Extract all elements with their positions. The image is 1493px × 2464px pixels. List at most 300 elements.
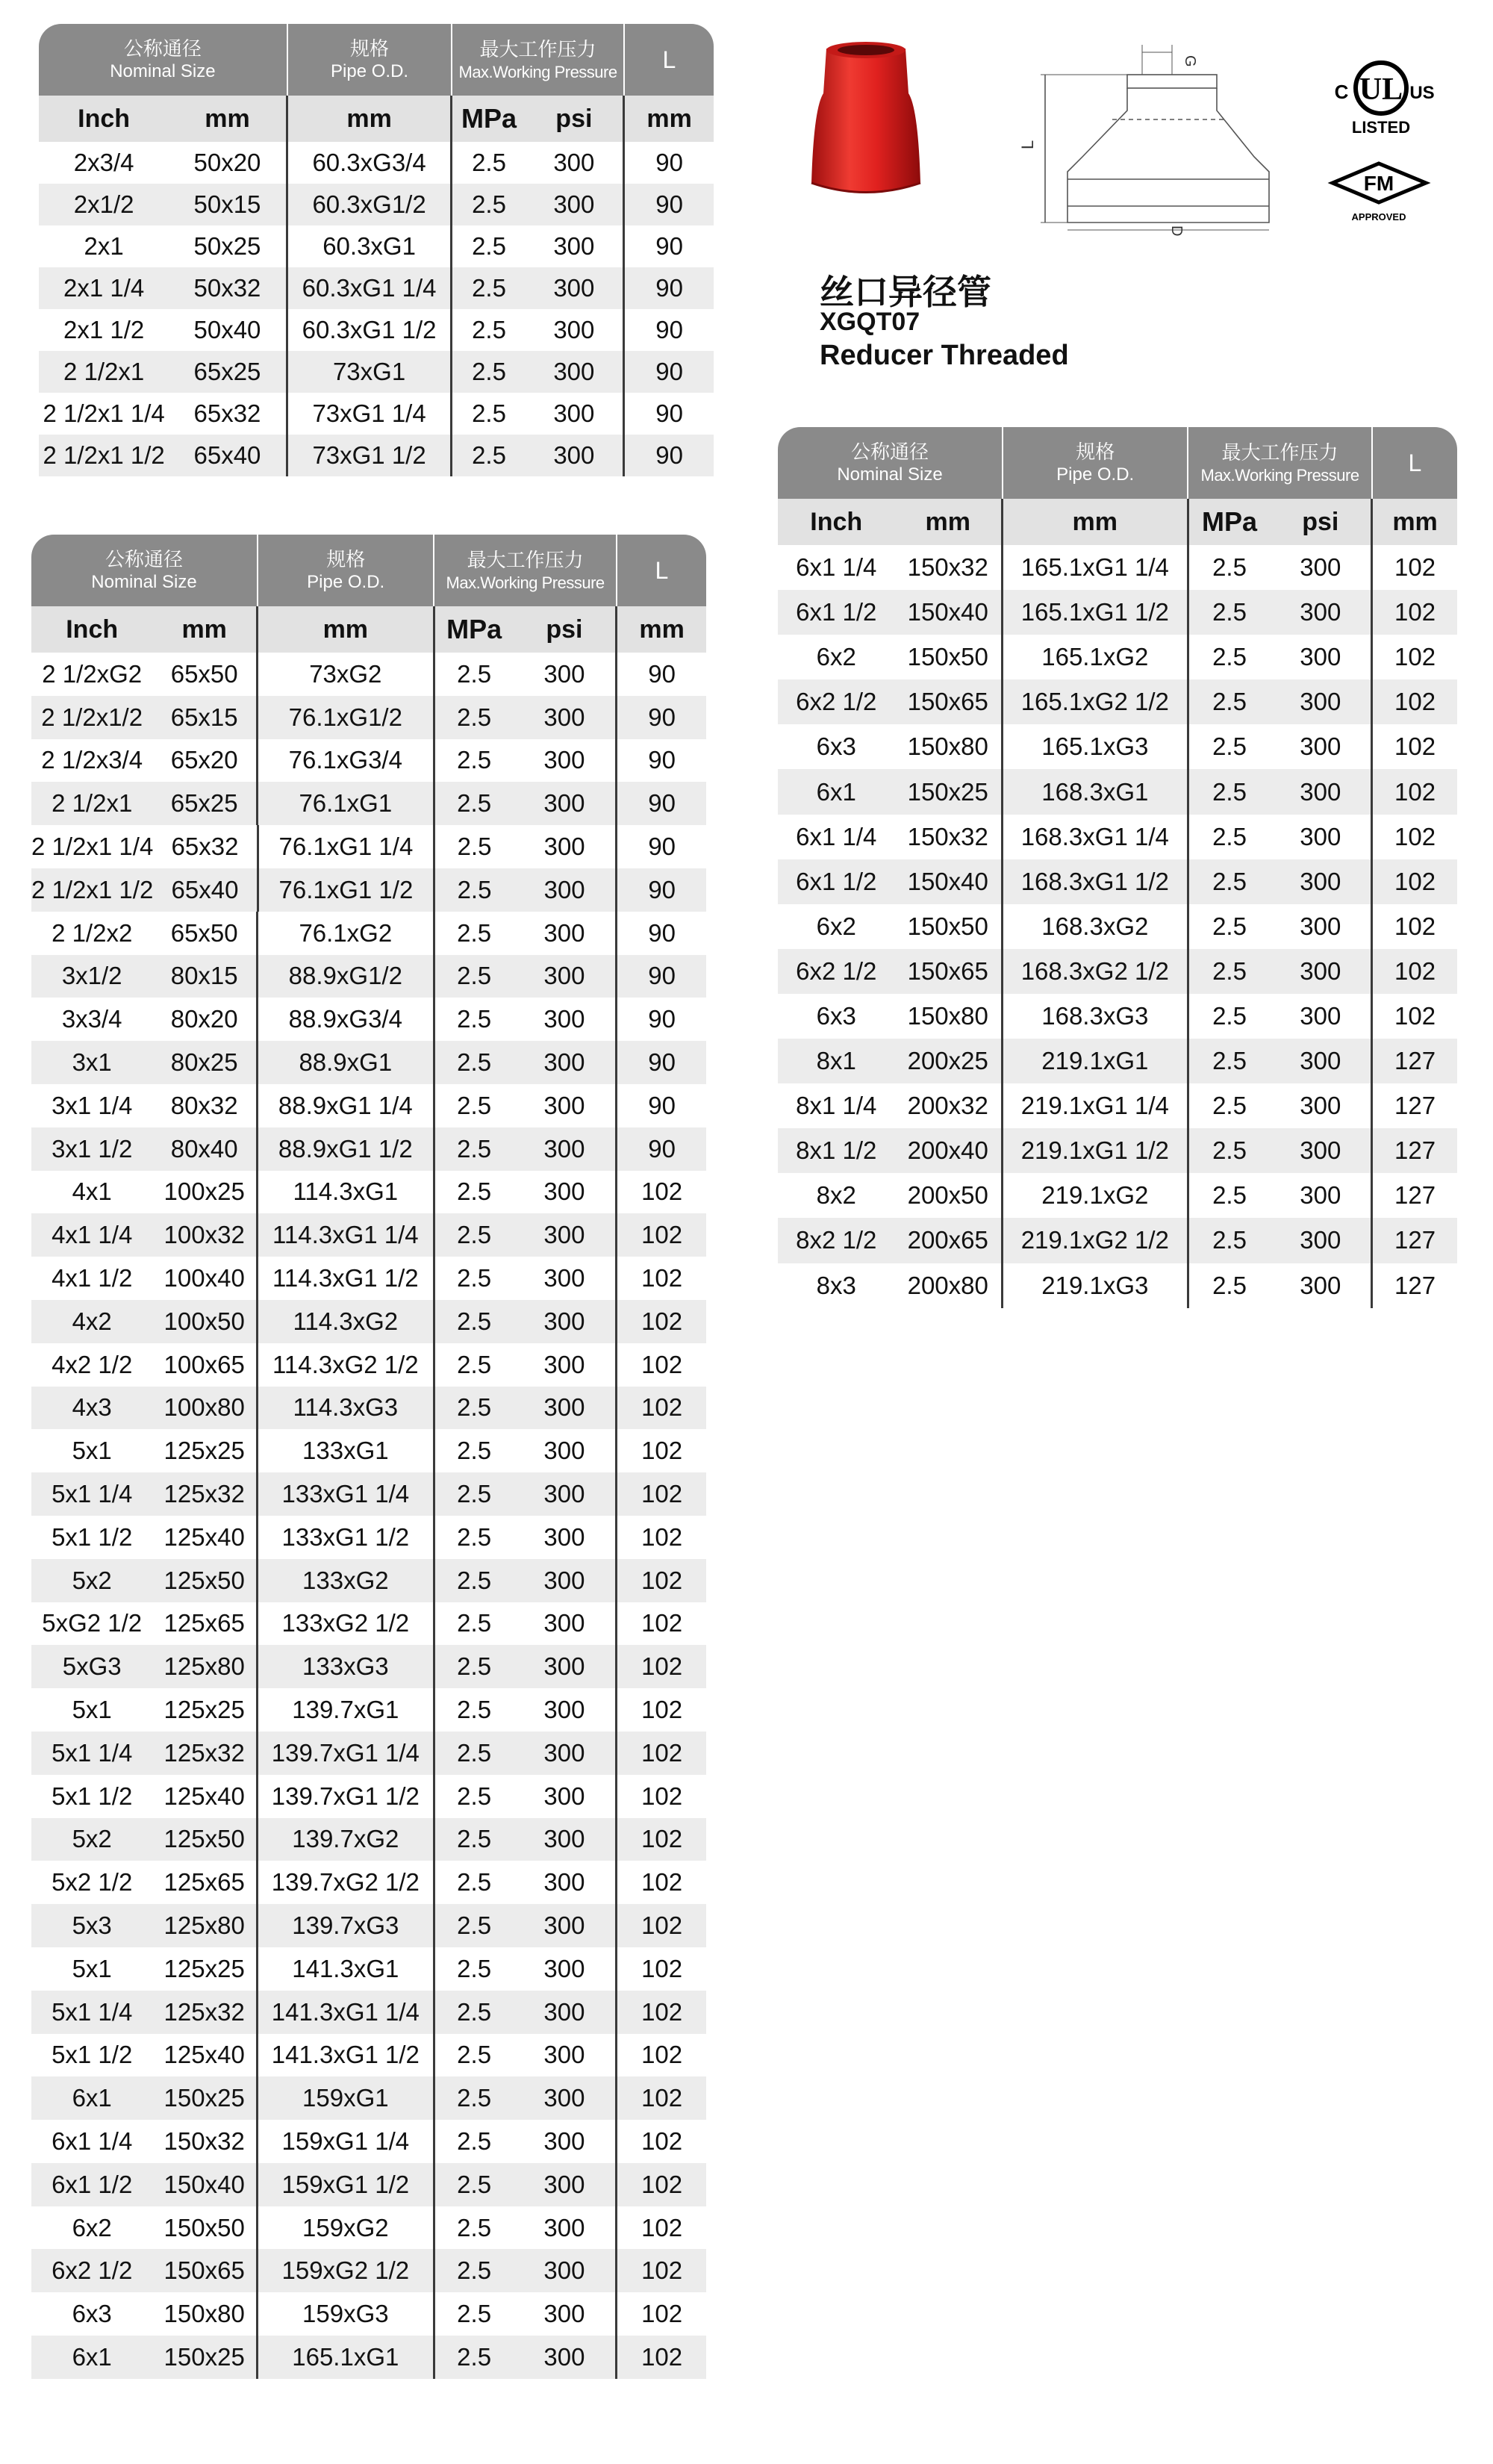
cell-psi: 300 <box>514 2034 618 2077</box>
cell-mpa: 2.5 <box>472 232 506 260</box>
table-row <box>778 1039 1457 1083</box>
cell-mpa: 2.5 <box>457 1393 492 1422</box>
table-row <box>31 1775 706 1818</box>
cell-inch: 5x1 1/4 <box>52 1997 133 2026</box>
cell-mm: 150x40 <box>152 2163 258 2206</box>
cell-od: 219.1xG3 <box>1003 1263 1189 1308</box>
pressure-zh: 最大工作压力 <box>1221 441 1338 464</box>
cell-inch: 6x1 1/4 <box>796 553 877 582</box>
table-row <box>31 1300 706 1343</box>
unit-inch: Inch <box>810 507 863 536</box>
cell-mpa: 2.5 <box>1212 688 1247 716</box>
length-header <box>1373 427 1457 499</box>
cell-od: 73xG1 1/4 <box>288 393 453 435</box>
cell-length: 90 <box>655 399 683 427</box>
cell-psi: 300 <box>514 1257 618 1300</box>
cell-inch: 5x1 1/4 <box>52 1738 133 1767</box>
cell-mpa: 2.5 <box>457 659 492 688</box>
cell-inch: 2x1 1/4 <box>63 274 145 302</box>
cell-length: 90 <box>655 190 683 218</box>
cell-mpa: 2.5 <box>1212 822 1247 850</box>
cell-inch: 3x1 1/4 <box>52 1091 133 1119</box>
table-row <box>778 815 1457 859</box>
cell-mm: 125x25 <box>152 1429 258 1472</box>
cell-psi: 300 <box>514 1559 618 1602</box>
pressure-header <box>1188 427 1372 499</box>
table-row <box>31 912 706 955</box>
cell-inch: 6x1 1/4 <box>796 822 877 850</box>
cell-mm: 200x65 <box>894 1218 1003 1263</box>
cell-mm: 150x80 <box>894 724 1003 769</box>
unit-od-mm: mm <box>288 96 453 142</box>
cell-psi: 300 <box>514 1732 618 1775</box>
cell-inch: 2x1 <box>84 232 124 260</box>
cell-mm: 200x32 <box>894 1083 1003 1128</box>
cell-od: 165.1xG3 <box>1003 724 1189 769</box>
cell-od: 168.3xG2 <box>1003 904 1189 949</box>
table-row <box>31 2206 706 2250</box>
cell-psi: 300 <box>514 782 618 825</box>
cell-od: 139.7xG3 <box>258 1904 435 1947</box>
cell-mm: 100x40 <box>152 1257 258 1300</box>
fm-approved-logo <box>1325 161 1433 228</box>
cell-inch: 6x1 <box>816 777 856 806</box>
cell-psi: 300 <box>514 1904 618 1947</box>
cell-inch: 8x2 1/2 <box>796 1226 877 1254</box>
pressure-zh: 最大工作压力 <box>479 38 596 60</box>
table-row <box>31 1127 706 1171</box>
cell-inch: 6x1 1/4 <box>52 2127 133 2155</box>
cell-psi: 300 <box>514 1041 618 1084</box>
cell-mm: 125x40 <box>152 1516 258 1559</box>
cell-inch: 4x2 <box>72 1307 112 1335</box>
cell-psi: 300 <box>1270 1263 1373 1308</box>
length-label: L <box>655 557 669 584</box>
cell-mpa: 2.5 <box>1212 1271 1247 1299</box>
cell-od: 114.3xG2 <box>258 1300 435 1343</box>
cell-mm: 150x40 <box>894 590 1003 635</box>
cell-psi: 300 <box>514 1775 618 1818</box>
cell-mpa: 2.5 <box>1212 777 1247 806</box>
cell-od: 73xG2 <box>258 653 435 696</box>
cell-mm: 150x65 <box>152 2249 258 2292</box>
cell-inch: 4x1 <box>72 1177 112 1206</box>
cell-mm: 150x80 <box>152 2292 258 2336</box>
table-row <box>39 351 714 393</box>
cell-length: 90 <box>648 1005 676 1033</box>
table-body <box>778 545 1457 1308</box>
cell-length: 102 <box>641 1522 683 1551</box>
table-row <box>31 1559 706 1602</box>
cell-inch: 3x1 1/2 <box>52 1134 133 1163</box>
cell-mm: 125x65 <box>152 1861 258 1904</box>
cell-psi: 300 <box>514 2336 618 2379</box>
cell-length: 102 <box>641 1264 683 1292</box>
cell-mpa: 2.5 <box>457 2127 492 2155</box>
cell-mm: 50x32 <box>169 267 287 309</box>
cell-inch: 6x1 <box>72 2084 112 2112</box>
cell-length: 90 <box>648 918 676 947</box>
table-row <box>31 1947 706 1991</box>
cell-inch: 6x1 1/2 <box>52 2170 133 2198</box>
cell-od: 76.1xG1/2 <box>258 696 435 739</box>
cell-psi: 300 <box>514 1861 618 1904</box>
cell-mm: 100x80 <box>152 1387 258 1430</box>
cell-mm: 65x20 <box>152 739 258 783</box>
cell-inch: 6x3 <box>816 1001 856 1030</box>
pressure-header <box>452 24 624 96</box>
cell-inch: 5x1 1/4 <box>52 1480 133 1508</box>
cell-inch: 5x2 <box>72 1566 112 1594</box>
spec-table-2 <box>31 535 706 2379</box>
cell-mm: 200x25 <box>894 1039 1003 1083</box>
cell-mpa: 2.5 <box>457 1997 492 2026</box>
cell-mpa: 2.5 <box>457 1264 492 1292</box>
cell-inch: 2 1/2x1 <box>52 789 133 818</box>
cell-psi: 300 <box>514 1818 618 1861</box>
cell-od: 73xG1 <box>288 351 453 393</box>
cell-mpa: 2.5 <box>457 1177 492 1206</box>
cell-mpa: 2.5 <box>1212 1226 1247 1254</box>
cell-psi: 300 <box>514 1387 618 1430</box>
cell-od: 159xG2 <box>258 2206 435 2250</box>
cell-mm: 150x25 <box>152 2336 258 2379</box>
table-row <box>31 1472 706 1516</box>
cell-mpa: 2.5 <box>457 1522 492 1551</box>
table-row <box>39 267 714 309</box>
cell-od: 133xG1 1/2 <box>258 1516 435 1559</box>
cell-psi: 300 <box>1270 635 1373 679</box>
svg-text:C: C <box>1334 81 1349 103</box>
table-row <box>39 435 714 476</box>
cell-psi: 300 <box>514 2249 618 2292</box>
cell-mm: 150x65 <box>894 679 1003 724</box>
cell-length: 102 <box>641 1738 683 1767</box>
cell-psi: 300 <box>1270 590 1373 635</box>
cell-mm: 150x65 <box>894 949 1003 994</box>
cell-mm: 150x32 <box>152 2120 258 2163</box>
cell-od: 139.7xG2 <box>258 1818 435 1861</box>
cell-length: 102 <box>641 1825 683 1853</box>
cell-mpa: 2.5 <box>457 1911 492 1939</box>
table-row <box>39 142 714 184</box>
length-header <box>625 24 714 96</box>
cell-psi: 300 <box>514 1688 618 1732</box>
cell-mpa: 2.5 <box>457 1134 492 1163</box>
table-row <box>31 782 706 825</box>
cell-psi: 300 <box>514 1991 618 2034</box>
cell-length: 90 <box>655 149 683 176</box>
cell-mpa: 2.5 <box>472 316 506 343</box>
cell-inch: 2x3/4 <box>73 149 134 176</box>
cell-psi: 300 <box>526 435 626 476</box>
cell-od: 159xG3 <box>258 2292 435 2336</box>
table-row <box>31 2292 706 2336</box>
cell-length: 102 <box>1394 956 1436 985</box>
cell-inch: 6x2 1/2 <box>796 688 877 716</box>
table-row <box>778 1083 1457 1128</box>
unit-mm: mm <box>152 606 258 653</box>
cell-od: 133xG1 <box>258 1429 435 1472</box>
cell-length: 90 <box>648 962 676 990</box>
cell-mm: 125x40 <box>152 2034 258 2077</box>
cell-mpa: 2.5 <box>457 875 492 903</box>
cell-od: 133xG2 1/2 <box>258 1602 435 1646</box>
table-row <box>31 1602 706 1646</box>
cell-length: 102 <box>641 1437 683 1465</box>
cell-mm: 150x25 <box>152 2076 258 2120</box>
cell-mpa: 2.5 <box>457 1696 492 1724</box>
table-row <box>31 1688 706 1732</box>
cell-od: 168.3xG2 1/2 <box>1003 949 1189 994</box>
unit-od-mm: mm <box>1003 499 1189 545</box>
cell-length: 102 <box>641 1782 683 1810</box>
cell-inch: 3x1 <box>72 1048 112 1077</box>
table-row <box>31 1645 706 1688</box>
cell-inch: 2x1 1/2 <box>63 316 145 343</box>
cell-length: 90 <box>655 274 683 302</box>
pipe-od-zh: 规格 <box>326 547 366 570</box>
unit-mm: mm <box>894 499 1003 545</box>
cell-inch: 6x2 <box>816 643 856 671</box>
cell-od: 165.1xG1 <box>258 2336 435 2379</box>
cell-length: 102 <box>641 1911 683 1939</box>
cell-inch: 2 1/2x1 1/2 <box>43 441 165 469</box>
cell-length: 127 <box>1394 1271 1436 1299</box>
cell-psi: 300 <box>1270 724 1373 769</box>
cell-mpa: 2.5 <box>457 2256 492 2285</box>
cell-length: 102 <box>641 1868 683 1897</box>
cell-mpa: 2.5 <box>1212 956 1247 985</box>
table-row <box>778 1173 1457 1218</box>
cell-length: 127 <box>1394 1047 1436 1075</box>
table-header <box>31 535 706 606</box>
table-row <box>31 2249 706 2292</box>
pressure-en: Max.Working Pressure <box>1200 465 1359 485</box>
cell-length: 102 <box>1394 643 1436 671</box>
cell-psi: 300 <box>526 309 626 351</box>
svg-text:UL: UL <box>1359 72 1403 107</box>
cell-inch: 6x2 <box>816 912 856 940</box>
cell-mm: 125x50 <box>152 1559 258 1602</box>
cell-mm: 65x50 <box>152 653 258 696</box>
cell-psi: 300 <box>1270 904 1373 949</box>
cell-od: 139.7xG1 <box>258 1688 435 1732</box>
cell-psi: 300 <box>514 1602 618 1646</box>
cell-mm: 65x40 <box>169 435 287 476</box>
cell-inch: 5x1 1/2 <box>52 1782 133 1810</box>
cell-psi: 300 <box>526 184 626 225</box>
table-row <box>31 998 706 1041</box>
svg-text:US: US <box>1409 83 1435 103</box>
cell-length: 127 <box>1394 1226 1436 1254</box>
unit-inch: Inch <box>66 615 119 644</box>
cell-mm: 150x50 <box>152 2206 258 2250</box>
cell-psi: 300 <box>526 267 626 309</box>
spec-table-3 <box>778 427 1457 1308</box>
cell-length: 102 <box>1394 912 1436 940</box>
cell-length: 102 <box>641 2300 683 2328</box>
cell-mpa: 2.5 <box>1212 1181 1247 1210</box>
table-row <box>778 635 1457 679</box>
cell-od: 133xG3 <box>258 1645 435 1688</box>
table-row <box>778 949 1457 994</box>
table-row <box>31 868 706 912</box>
cell-od: 168.3xG1 <box>1003 769 1189 814</box>
table-row <box>31 1818 706 1861</box>
cell-length: 90 <box>648 746 676 774</box>
cell-mpa: 2.5 <box>457 1221 492 1249</box>
table-row <box>778 545 1457 590</box>
cell-psi: 300 <box>514 912 618 955</box>
cell-length: 90 <box>655 232 683 260</box>
table-row <box>31 1861 706 1904</box>
table-row <box>778 859 1457 904</box>
cell-mpa: 2.5 <box>457 1307 492 1335</box>
cell-mm: 80x20 <box>152 998 258 1041</box>
cell-inch: 2 1/2x1/2 <box>41 703 143 731</box>
cell-mm: 65x40 <box>153 868 258 912</box>
cell-mm: 150x32 <box>894 815 1003 859</box>
cell-length: 90 <box>648 659 676 688</box>
cell-mpa: 2.5 <box>457 2084 492 2112</box>
cell-psi: 300 <box>514 2206 618 2250</box>
unit-inch: Inch <box>78 104 131 133</box>
table-row <box>39 184 714 225</box>
table-row <box>31 1041 706 1084</box>
cell-mpa: 2.5 <box>457 1868 492 1897</box>
cell-inch: 5xG3 <box>62 1652 122 1681</box>
length-label: L <box>1408 449 1422 476</box>
cell-od: 139.7xG1 1/2 <box>258 1775 435 1818</box>
cell-inch: 2 1/2x1 <box>63 358 145 385</box>
nominal-size-en: Nominal Size <box>837 464 943 485</box>
cell-od: 76.1xG1 <box>258 782 435 825</box>
cell-mm: 65x15 <box>152 696 258 739</box>
table-row <box>31 2076 706 2120</box>
nominal-size-header <box>778 427 1003 499</box>
cell-mm: 125x80 <box>152 1645 258 1688</box>
cell-od: 114.3xG1 <box>258 1171 435 1214</box>
spec-table-1 <box>39 24 714 476</box>
cell-length: 90 <box>655 316 683 343</box>
cell-mpa: 2.5 <box>472 274 506 302</box>
cell-inch: 8x1 <box>816 1047 856 1075</box>
cell-psi: 300 <box>514 2163 618 2206</box>
cell-inch: 4x3 <box>72 1393 112 1422</box>
unit-psi: psi <box>1270 499 1373 545</box>
cell-od: 88.9xG3/4 <box>258 998 435 1041</box>
pipe-od-en: Pipe O.D. <box>1056 464 1135 485</box>
cell-mm: 80x15 <box>152 955 258 998</box>
cell-inch: 2x1/2 <box>73 190 134 218</box>
cell-mm: 100x50 <box>152 1300 258 1343</box>
cell-od: 76.1xG1 1/2 <box>259 868 435 912</box>
table-body <box>31 653 706 2379</box>
cell-mm: 150x50 <box>894 635 1003 679</box>
unit-mm: mm <box>169 96 287 142</box>
cell-od: 159xG1 1/2 <box>258 2163 435 2206</box>
product-title-zh: 丝口异径管 <box>820 272 991 312</box>
cell-mpa: 2.5 <box>1212 732 1247 761</box>
cell-od: 139.7xG1 1/4 <box>258 1732 435 1775</box>
cell-mpa: 2.5 <box>457 918 492 947</box>
cell-inch: 5x3 <box>72 1911 112 1939</box>
cell-mm: 65x50 <box>152 912 258 955</box>
cell-od: 114.3xG3 <box>258 1387 435 1430</box>
cell-od: 165.1xG1 1/4 <box>1003 545 1189 590</box>
cell-inch: 2 1/2x1 1/4 <box>43 399 165 427</box>
cell-psi: 300 <box>514 2076 618 2120</box>
pressure-header <box>434 535 617 606</box>
cell-mpa: 2.5 <box>1212 1001 1247 1030</box>
cell-mm: 100x65 <box>152 1343 258 1387</box>
table-row <box>31 2336 706 2379</box>
table-row <box>31 696 706 739</box>
cell-psi: 300 <box>1270 1039 1373 1083</box>
dimension-drawing <box>1018 30 1306 239</box>
cell-mpa: 2.5 <box>457 2170 492 2198</box>
cell-od: 60.3xG1 1/2 <box>288 309 453 351</box>
cell-mpa: 2.5 <box>457 1437 492 1465</box>
table-row <box>778 679 1457 724</box>
cell-length: 102 <box>641 1652 683 1681</box>
cell-mm: 100x32 <box>152 1213 258 1257</box>
cell-length: 102 <box>641 2127 683 2155</box>
unit-mpa: MPa <box>1202 506 1258 537</box>
cell-psi: 300 <box>514 2292 618 2336</box>
cell-psi: 300 <box>1270 1173 1373 1218</box>
pipe-od-header <box>288 24 453 96</box>
cell-mm: 80x25 <box>152 1041 258 1084</box>
table-row <box>31 739 706 783</box>
cell-od: 159xG1 1/4 <box>258 2120 435 2163</box>
cell-inch: 8x1 1/4 <box>796 1092 877 1120</box>
cell-length: 102 <box>1394 598 1436 626</box>
cell-inch: 6x1 1/2 <box>796 867 877 895</box>
cell-length: 102 <box>641 1393 683 1422</box>
unit-psi: psi <box>514 606 618 653</box>
cell-od: 60.3xG1 <box>288 225 453 267</box>
cell-psi: 300 <box>526 393 626 435</box>
cell-length: 90 <box>648 1134 676 1163</box>
cell-mm: 65x32 <box>169 393 287 435</box>
cell-od: 60.3xG3/4 <box>288 142 453 184</box>
cell-psi: 300 <box>514 1213 618 1257</box>
table-row <box>778 904 1457 949</box>
cell-mpa: 2.5 <box>457 833 492 861</box>
ul-listed-logo <box>1325 52 1437 142</box>
cell-length: 90 <box>655 441 683 469</box>
pipe-od-zh: 规格 <box>1076 440 1115 463</box>
units-row <box>778 499 1457 545</box>
product-code: XGQT07 <box>820 308 920 336</box>
cell-length: 102 <box>641 1177 683 1206</box>
label-l: L <box>1018 140 1037 149</box>
cell-psi: 300 <box>514 1343 618 1387</box>
cell-mm: 80x40 <box>152 1127 258 1171</box>
cell-inch: 6x1 1/2 <box>796 598 877 626</box>
length-label: L <box>662 46 676 73</box>
cell-od: 168.3xG1 1/4 <box>1003 815 1189 859</box>
table-row <box>31 1991 706 2034</box>
cell-inch: 3x3/4 <box>61 1005 122 1033</box>
cell-mpa: 2.5 <box>457 1954 492 1982</box>
units-row <box>31 606 706 653</box>
cell-mpa: 2.5 <box>457 1738 492 1767</box>
cell-psi: 300 <box>514 739 618 783</box>
cell-od: 159xG2 1/2 <box>258 2249 435 2292</box>
